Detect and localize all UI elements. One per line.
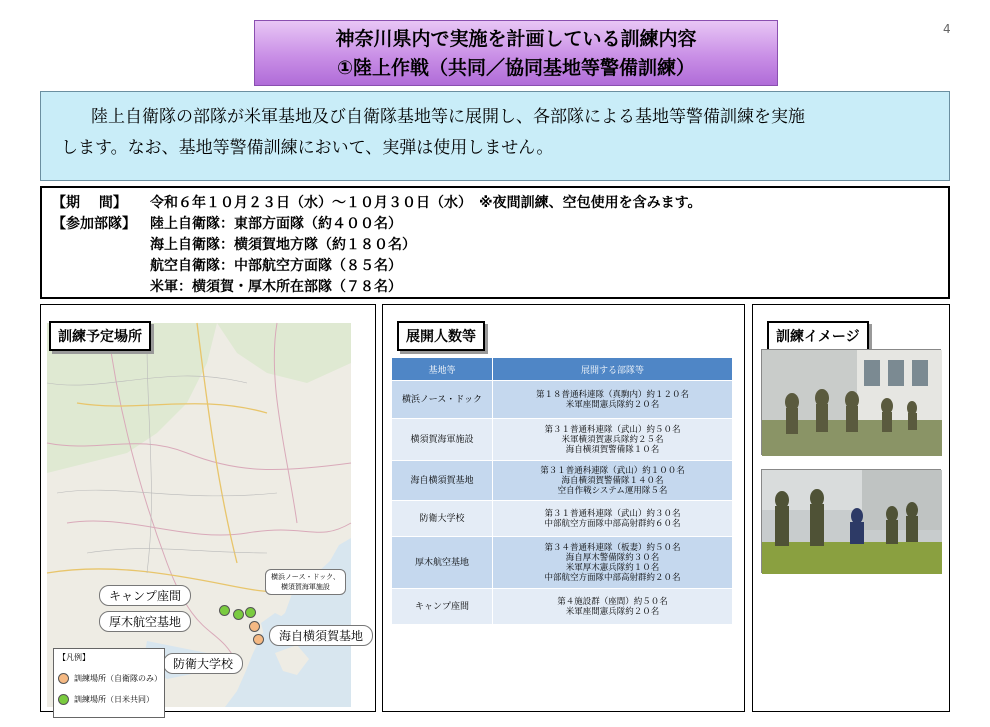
site-marker-joint <box>219 605 230 616</box>
legend-item: 訓練場所（日米共同） <box>58 694 160 705</box>
page-title <box>254 20 778 86</box>
label-north-dock-yokosuka-naval: 横浜ノース・ドック、 横須賀海軍施設 <box>265 569 346 595</box>
unit-item: 海上自衛隊：横須賀地方隊（約１８０名） <box>150 237 416 253</box>
table-row <box>392 589 733 625</box>
cell-units: 第３１普通科連隊（武山）約１００名 海自横須賀警備隊１４０名 空自作戦システム運用隊５名 <box>493 461 733 501</box>
deployment-table <box>391 357 733 625</box>
site-marker-joint <box>245 607 256 618</box>
title-line-2: ①陸上作戦（共同／協同基地等警備訓練） <box>336 57 696 79</box>
map-legend <box>53 648 165 718</box>
green-dot-icon <box>58 694 69 705</box>
cell-base: キャンプ座間 <box>392 589 493 625</box>
map-panel <box>40 304 376 712</box>
deployment-heading: 展開人数等 <box>397 321 485 351</box>
summary-line-1: 陸上自衛隊の部隊が米軍基地及び自衛隊基地等に展開し、各部隊による基地等警備訓練を実施 <box>91 107 805 127</box>
table-row <box>392 381 733 419</box>
table-row <box>392 419 733 461</box>
table-row <box>392 501 733 537</box>
cell-units: 第３１普通科連隊（武山）約５０名 米軍横須賀憲兵隊約２５名 海自横須賀警備隊１０名 <box>493 419 733 461</box>
cell-base: 防衛大学校 <box>392 501 493 537</box>
cell-base: 横浜ノース・ドック <box>392 381 493 419</box>
site-marker-joint <box>233 609 244 620</box>
legend-item: 訓練場所（自衛隊のみ） <box>58 673 160 684</box>
cell-base: 厚木航空基地 <box>392 537 493 589</box>
period-label: 【期 間】 <box>52 195 127 211</box>
site-marker-jsdf-only <box>249 621 260 632</box>
cell-base: 横須賀海軍施設 <box>392 419 493 461</box>
summary-box <box>40 91 950 181</box>
cell-units: 第３１普通科連隊（武山）約３０名 中部航空方面隊中部高射群約６０名 <box>493 501 733 537</box>
label-msdf-yokosuka-base: 海自横須賀基地 <box>269 625 373 646</box>
training-photo-2 <box>761 469 941 573</box>
info-box <box>40 186 950 299</box>
unit-item: 陸上自衛隊：東部方面隊（約４００名） <box>150 216 402 232</box>
site-marker-jsdf-only <box>253 634 264 645</box>
map-heading: 訓練予定場所 <box>49 321 151 351</box>
table-header-row <box>392 358 733 381</box>
page-number: 4 <box>943 22 951 36</box>
training-image-heading: 訓練イメージ <box>767 321 869 351</box>
period-value: 令和６年１０月２３日（水）～１０月３０日（水） ※夜間訓練、空包使用を含みます。 <box>150 195 702 211</box>
cell-units: 第１８普通科連隊（真駒内）約１２０名 米軍座間憲兵隊約２０名 <box>493 381 733 419</box>
training-photo-2-image <box>762 470 942 574</box>
units-row <box>52 256 948 277</box>
units-row <box>52 235 948 256</box>
unit-item: 航空自衛隊：中部航空方面隊（８５名） <box>150 258 402 274</box>
label-atsugi-air-base: 厚木航空基地 <box>99 611 191 632</box>
training-photo-1 <box>761 349 941 455</box>
table-row <box>392 461 733 501</box>
units-row <box>52 214 948 235</box>
legend-title: 【凡例】 <box>58 653 90 662</box>
table-row <box>392 537 733 589</box>
column-header-units: 展開する部隊等 <box>493 358 733 381</box>
column-header-base: 基地等 <box>392 358 493 381</box>
label-defense-academy: 防衛大学校 <box>163 653 243 674</box>
title-line-1: 神奈川県内で実施を計画している訓練内容 <box>335 28 697 50</box>
unit-item: 米軍：横須賀・厚木所在部隊（７８名） <box>150 279 402 295</box>
map <box>47 323 364 707</box>
deployment-panel <box>382 304 745 712</box>
label-camp-zama: キャンプ座間 <box>99 585 191 606</box>
summary-line-2: します。なお、基地等警備訓練において、実弾は使用しません。 <box>61 138 554 158</box>
cell-units: 第３４普通科連隊（板妻）約５０名 海自厚木警備隊約３０名 米軍厚木憲兵隊約１０名 中部航空方面隊中部高射群約２０名 <box>493 537 733 589</box>
cell-units: 第４施設群（座間）約５０名 米軍座間憲兵隊約２０名 <box>493 589 733 625</box>
cell-base: 海自横須賀基地 <box>392 461 493 501</box>
training-photo-1-image <box>762 350 942 456</box>
units-label: 【参加部隊】 <box>52 216 136 232</box>
units-row <box>52 277 948 298</box>
training-image-panel <box>752 304 950 712</box>
orange-dot-icon <box>58 673 69 684</box>
period-row <box>52 193 948 214</box>
